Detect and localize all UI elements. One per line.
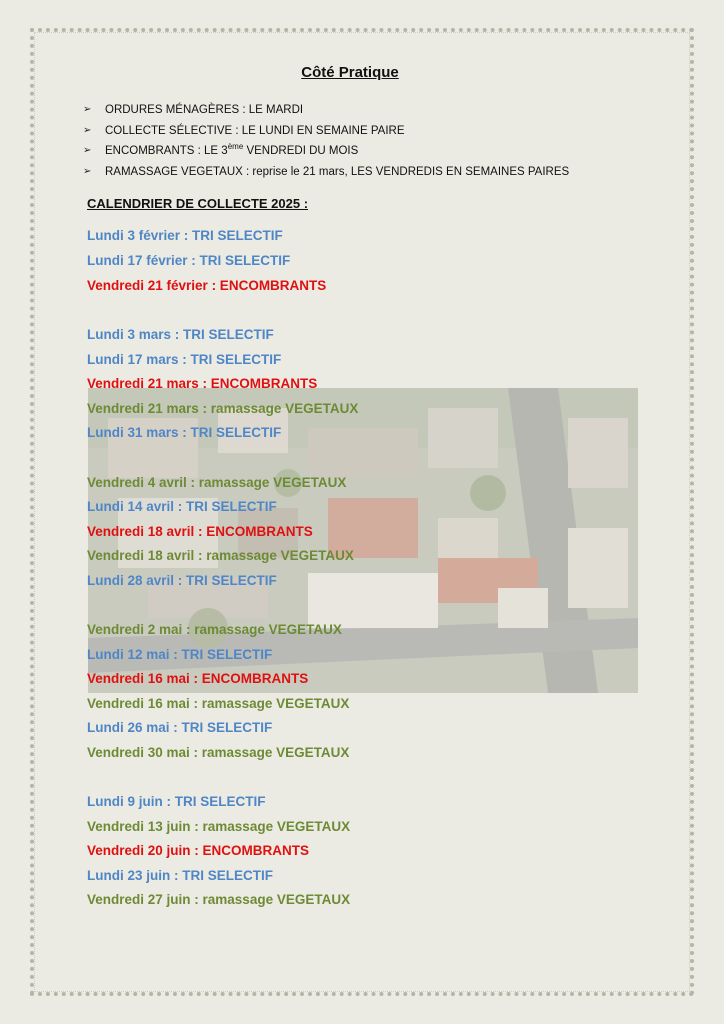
calendar-title: CALENDRIER DE COLLECTE 2025 : [87, 196, 309, 211]
calendar-entry: Lundi 17 février : TRI SELECTIF [87, 253, 291, 268]
calendar-entry: Lundi 9 juin : TRI SELECTIF [87, 794, 266, 809]
info-item [83, 100, 569, 121]
calendar-entry: Lundi 12 mai : TRI SELECTIF [87, 647, 273, 662]
calendar-entry: Lundi 3 mars : TRI SELECTIF [87, 327, 274, 342]
calendar-entry: Vendredi 27 juin : ramassage VEGETAUX [87, 892, 351, 907]
info-item-text: ENCOMBRANTS : LE 3ème VENDREDI DU MOIS [105, 142, 359, 157]
calendar-entry: Lundi 3 février : TRI SELECTIF [87, 228, 283, 243]
info-item-text: COLLECTE SÉLECTIVE : LE LUNDI EN SEMAINE PAIRE [105, 124, 405, 137]
calendar-entry: Vendredi 2 mai : ramassage VEGETAUX [87, 622, 342, 637]
calendar-entry: Lundi 28 avril : TRI SELECTIF [87, 573, 277, 588]
calendar-entry: Lundi 17 mars : TRI SELECTIF [87, 352, 282, 367]
info-item-text: ORDURES MÉNAGÈRES : LE MARDI [105, 104, 304, 116]
arrow-right-icon: ➢ [83, 165, 92, 177]
calendar-entry: Lundi 23 juin : TRI SELECTIF [87, 868, 273, 883]
calendar-entry: Vendredi 16 mai : ENCOMBRANTS [87, 671, 309, 686]
calendar-entry: Lundi 31 mars : TRI SELECTIF [87, 425, 282, 440]
calendar-entry: Lundi 26 mai : TRI SELECTIF [87, 720, 273, 735]
calendar-entry: Vendredi 21 mars : ramassage VEGETAUX [87, 401, 359, 416]
calendar-entry: Lundi 14 avril : TRI SELECTIF [87, 499, 277, 514]
calendar-entry: Vendredi 4 avril : ramassage VEGETAUX [87, 475, 347, 490]
info-item [83, 141, 569, 162]
info-item-text: RAMASSAGE VEGETAUX : reprise le 21 mars, LES VENDREDIS EN SEMAINES PAIRES [105, 165, 570, 178]
arrow-right-icon: ➢ [83, 145, 92, 156]
calendar-entry: Vendredi 20 juin : ENCOMBRANTS [87, 843, 310, 858]
info-item [83, 162, 569, 183]
arrow-right-icon: ➢ [83, 124, 92, 136]
calendar-entry: Vendredi 16 mai : ramassage VEGETAUX [87, 696, 350, 711]
calendar-entry: Vendredi 30 mai : ramassage VEGETAUX [87, 745, 350, 760]
calendar-entry: Vendredi 18 avril : ENCOMBRANTS [87, 524, 313, 539]
calendar-entry: Vendredi 18 avril : ramassage VEGETAUX [87, 548, 354, 563]
info-item [83, 121, 569, 142]
info-list [83, 100, 569, 182]
page-title: Côté Pratique [301, 64, 399, 81]
calendar-entry: Vendredi 21 mars : ENCOMBRANTS [87, 376, 318, 391]
arrow-right-icon: ➢ [83, 104, 92, 115]
calendar-entry: Vendredi 13 juin : ramassage VEGETAUX [87, 819, 351, 834]
calendar-entry: Vendredi 21 février : ENCOMBRANTS [87, 278, 327, 293]
